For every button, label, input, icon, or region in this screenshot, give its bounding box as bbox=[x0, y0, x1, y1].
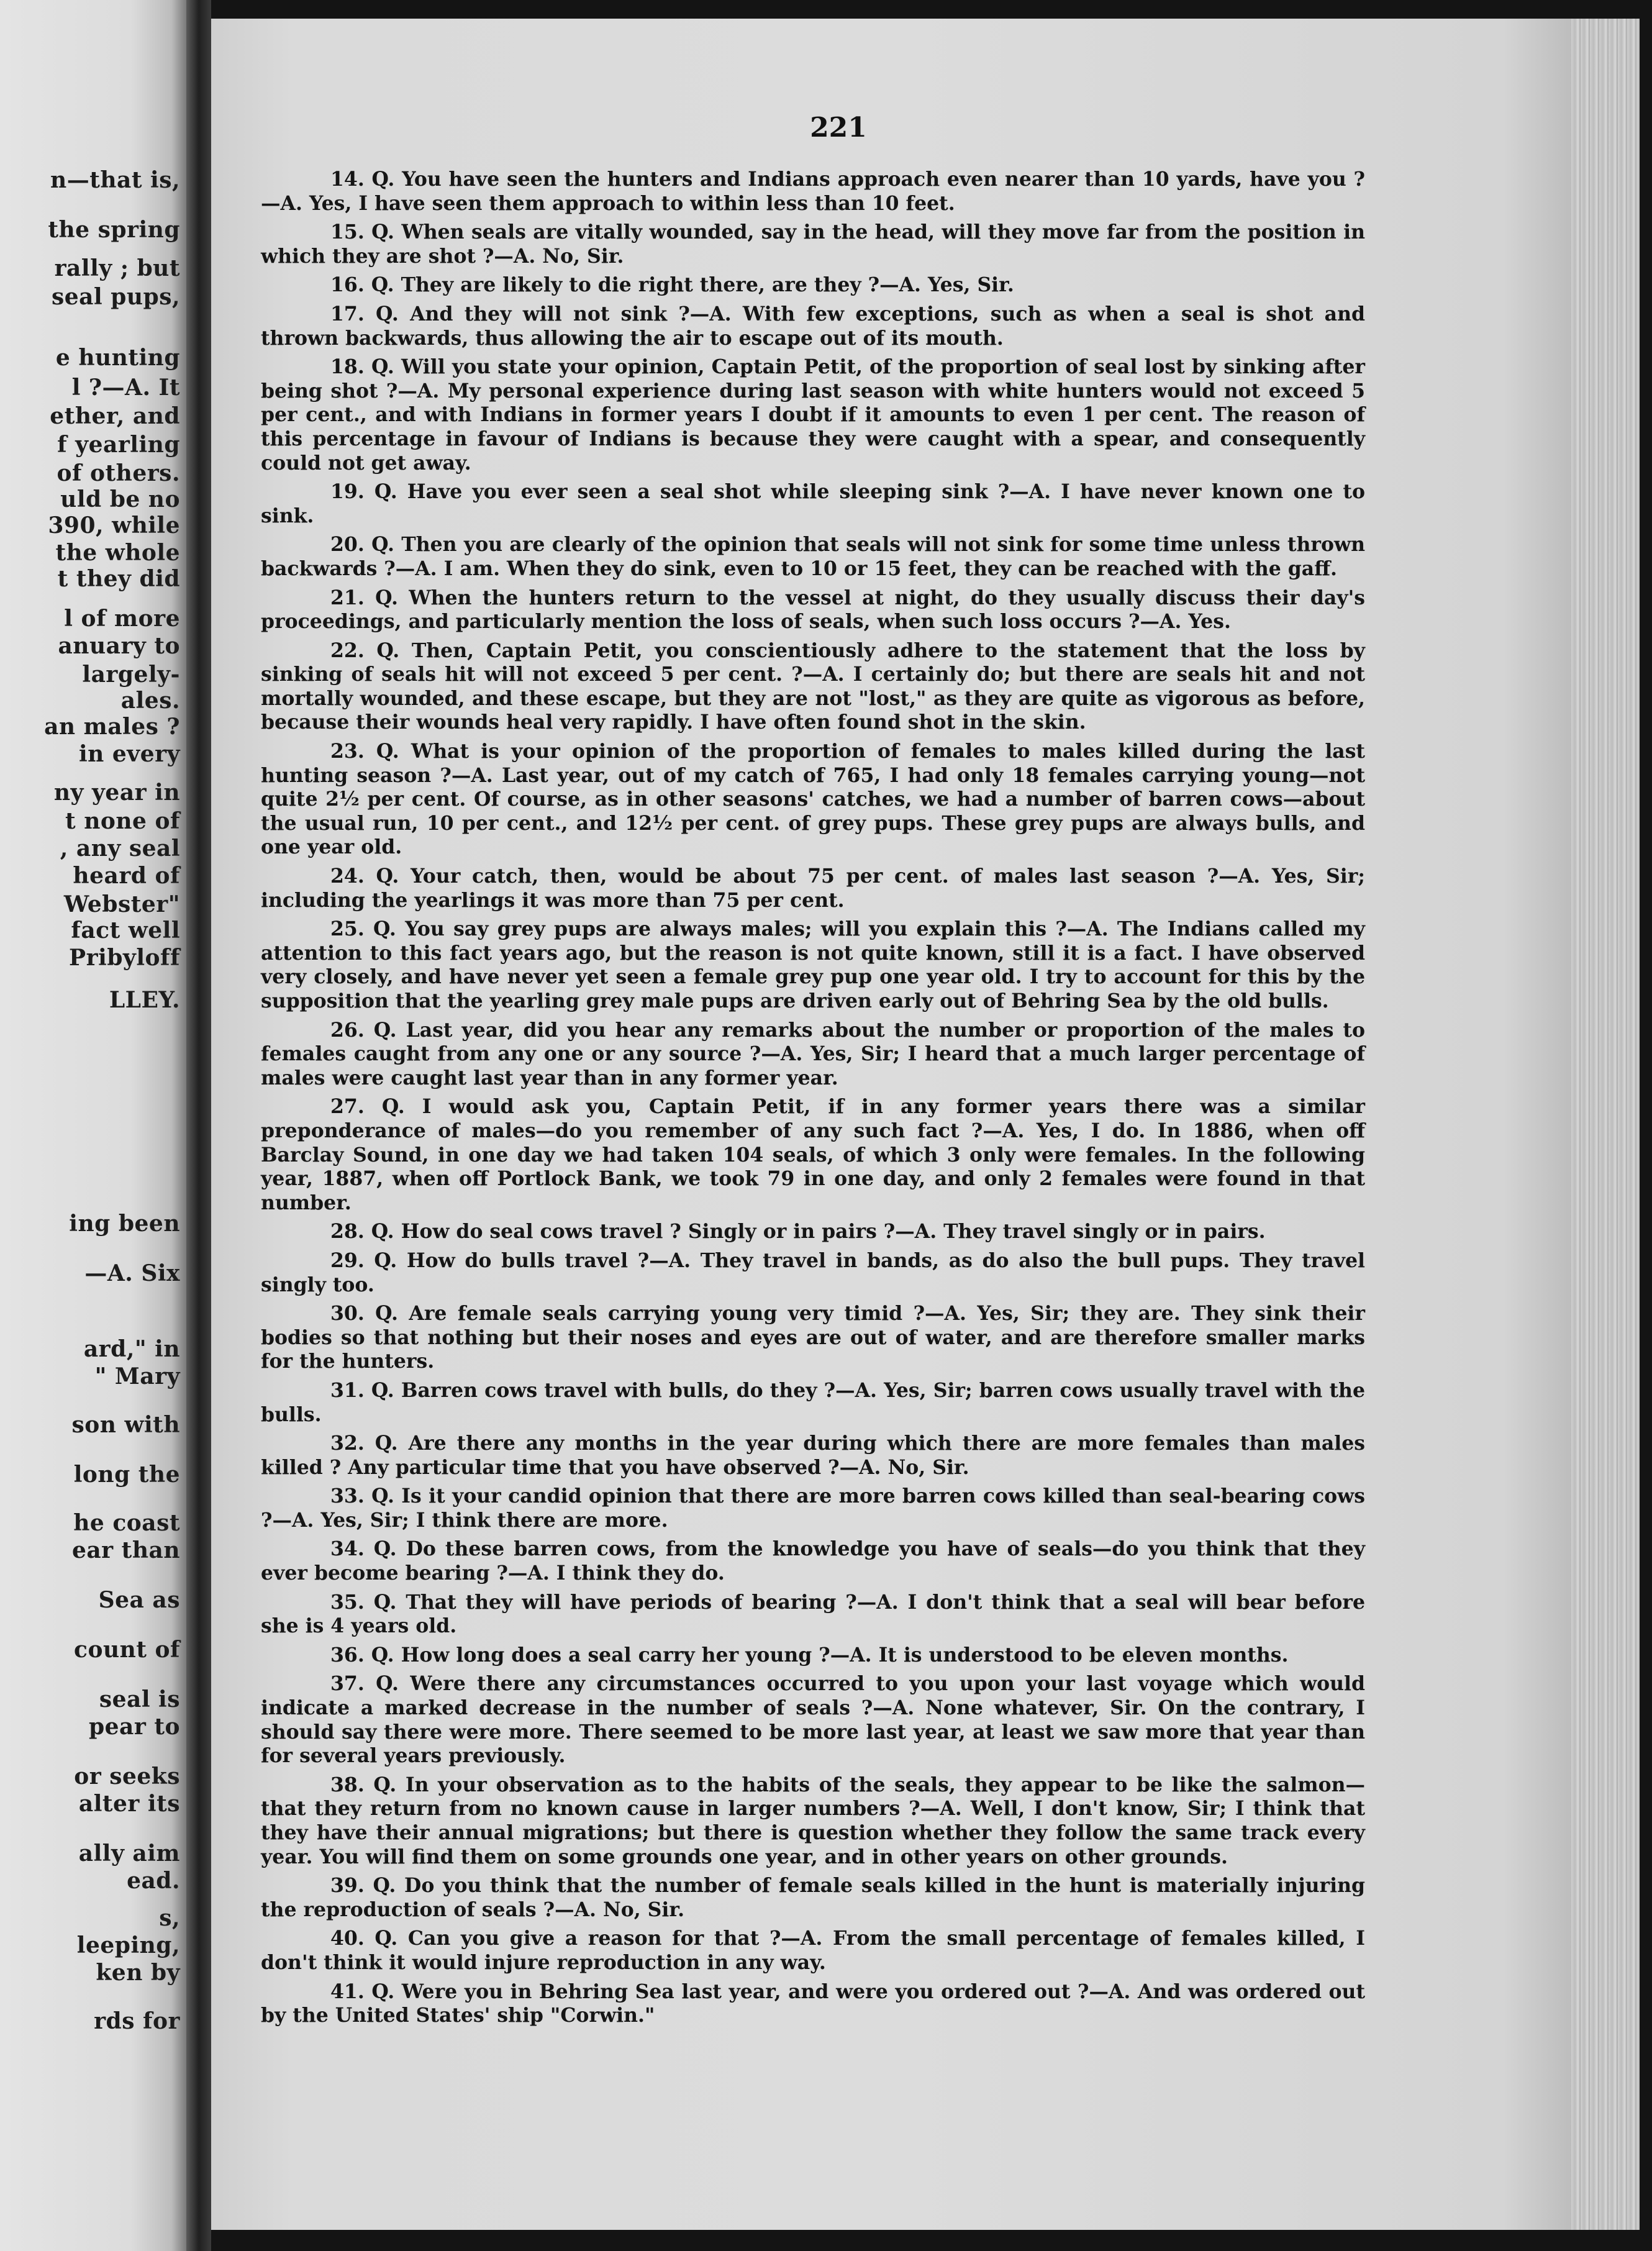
left-page-fragment: e hunting bbox=[55, 345, 180, 371]
qa-paragraph: 35. Q. That they will have periods of bearing ?—A. I don't think that a seal will bear before she is 4 years old. bbox=[261, 1590, 1365, 1638]
left-page-fragment: fact well bbox=[71, 917, 180, 944]
left-page-fragment: pear to bbox=[88, 1714, 180, 1740]
left-page-fragment: son with bbox=[71, 1412, 180, 1438]
left-page-fragment: ken by bbox=[96, 1960, 180, 1986]
left-page-fragment: —A. Six bbox=[84, 1260, 180, 1286]
left-page-fragment: ally aim bbox=[78, 1840, 180, 1867]
left-page-fragment: LLEY. bbox=[109, 987, 180, 1013]
left-page-fragment: ard," in bbox=[83, 1336, 180, 1362]
left-page-fragment: heard of bbox=[73, 863, 180, 889]
left-page-fragment: of others. bbox=[57, 460, 180, 486]
left-page-fragment: the whole bbox=[55, 540, 180, 566]
left-page-fragment: he coast bbox=[73, 1510, 180, 1536]
qa-paragraph: 24. Q. Your catch, then, would be about 75 per cent. of males last season ?—A. Yes, Sir; including the yearlings it was more than 75 per cent. bbox=[261, 865, 1365, 912]
qa-paragraph: 39. Q. Do you think that the number of female seals killed in the hunt is materially injuring the reproduction of seals ?—A. No, Sir. bbox=[261, 1874, 1365, 1921]
left-page-fragment: t none of bbox=[65, 808, 180, 834]
left-page-fragment: Sea as bbox=[98, 1587, 180, 1613]
left-page-fragment: rally ; but bbox=[54, 255, 180, 281]
qa-paragraph: 25. Q. You say grey pups are always males; will you explain this ?—A. The Indians called my attention to this fact years ago, but the reason is not quite known, still it is a fact. I have observed very closely, and have never yet seen a female grey pup one year old. I try to account for this by the supposition that the yearling grey male pups are driven early out of Behring Sea by the old bulls. bbox=[261, 917, 1365, 1012]
qa-paragraph: 40. Q. Can you give a reason for that ?—A. From the small percentage of females killed, I don't think it would injure reproduction in any way. bbox=[261, 1927, 1365, 1974]
left-page-fragment: anuary to bbox=[58, 633, 180, 659]
qa-paragraph: 31. Q. Barren cows travel with bulls, do they ?—A. Yes, Sir; barren cows usually travel with the bulls. bbox=[261, 1378, 1365, 1426]
left-page-fragment: 390, while bbox=[48, 512, 180, 539]
qa-paragraph: 15. Q. When seals are vitally wounded, say in the head, will they move far from the position in which they are shot ?—A. No, Sir. bbox=[261, 221, 1365, 268]
left-page-fragment: n—that is, bbox=[50, 167, 180, 193]
qa-paragraph: 34. Q. Do these barren cows, from the knowledge you have of seals—do you think that they ever become bearing ?—A. I think they do. bbox=[261, 1537, 1365, 1585]
qa-paragraph: 41. Q. Were you in Behring Sea last year, and were you ordered out ?—A. And was ordered out by the United States' ship "Corwin." bbox=[261, 1980, 1365, 2027]
qa-paragraph: 19. Q. Have you ever seen a seal shot while sleeping sink ?—A. I have never known one to sink. bbox=[261, 480, 1365, 527]
left-page-fragment: largely- bbox=[82, 662, 180, 688]
left-page-fragment: l of more bbox=[64, 606, 180, 632]
qa-paragraph: 17. Q. And they will not sink ?—A. With few exceptions, such as when a seal is shot and thrown backwards, thus allowing the air to escape out of its mouth. bbox=[261, 302, 1365, 350]
left-page-fragment: , any seal bbox=[60, 835, 180, 862]
left-page-fragment: ear than bbox=[71, 1537, 180, 1563]
testimony-body bbox=[261, 168, 1365, 2033]
qa-paragraph: 18. Q. Will you state your opinion, Captain Petit, of the proportion of seal lost by sinking after being shot ?—A. My personal experience during last season with white hunters would not exceed 5 per cent., and with Indians in former years I doubt if it amounts to even 1 per cent. The reason of this percentage in favour of Indians is because they were caught with a spear, and consequently could not get away. bbox=[261, 355, 1365, 475]
left-page-fragment: ether, and bbox=[50, 403, 180, 429]
qa-paragraph: 32. Q. Are there any months in the year during which there are more females than males killed ? Any particular time that you have observed ?—A. No, Sir. bbox=[261, 1432, 1365, 1479]
qa-paragraph: 14. Q. You have seen the hunters and Indians approach even nearer than 10 yards, have you ?—A. Yes, I have seen them approach to within less than 10 feet. bbox=[261, 168, 1365, 215]
left-page-fragment: the spring bbox=[48, 217, 180, 243]
left-page-fragment: ales. bbox=[120, 688, 180, 714]
qa-paragraph: 37. Q. Were there any circumstances occurred to you upon your last voyage which would indicate a marked decrease in the number of seals ?—A. None whatever, Sir. On the contrary, I should say there were more. There seemed to be more last year, at least we saw more that year than for several years previously. bbox=[261, 1672, 1365, 1768]
left-page-fragment: in every bbox=[79, 741, 180, 767]
qa-paragraph: 30. Q. Are female seals carrying young very timid ?—A. Yes, Sir; they are. They sink their bodies so that nothing but their noses and eyes are out of water, and are therefore smaller marks for the hunters. bbox=[261, 1302, 1365, 1373]
book-gutter bbox=[186, 0, 211, 2251]
page-edge bbox=[1571, 19, 1640, 2230]
left-page-fragment: ead. bbox=[127, 1868, 180, 1894]
qa-paragraph: 22. Q. Then, Captain Petit, you conscientiously adhere to the statement that the loss by sinking of seals hit will not exceed 5 per cent. ?—A. I certainly do; but there are seals hit and not mortally wounded, and these escape, but they are not "lost," as they are quite as vigorous as before, because their wounds heal very rapidly. I have often found shot in the skin. bbox=[261, 639, 1365, 734]
left-page-fragment: leeping, bbox=[76, 1932, 180, 1958]
left-page-fragment: or seeks bbox=[74, 1763, 180, 1789]
qa-paragraph: 26. Q. Last year, did you hear any remarks about the number or proportion of the males to females caught from any one or any source ?—A. Yes, Sir; I heard that a much larger percentage of males were caught last year than in any former year. bbox=[261, 1018, 1365, 1089]
qa-paragraph: 27. Q. I would ask you, Captain Petit, if in any former years there was a similar preponderance of males—do you remember of any such fact ?—A. Yes, I do. In 1886, when off Barclay Sound, in one day we had taken 104 seals, of which 3 only were females. In the following year, 1887, when off Portlock Bank, we took 79 in one day, and only 2 females were found in that number. bbox=[261, 1095, 1365, 1214]
qa-paragraph: 20. Q. Then you are clearly of the opinion that seals will not sink for some time unless thrown backwards ?—A. I am. When they do sink, even to 10 or 15 feet, they can be reached with the gaff. bbox=[261, 533, 1365, 580]
page-number: 221 bbox=[810, 112, 867, 143]
qa-paragraph: 29. Q. How do bulls travel ?—A. They travel in bands, as do also the bull pups. They travel singly too. bbox=[261, 1248, 1365, 1296]
left-page-fragment: an males ? bbox=[44, 714, 180, 740]
qa-paragraph: 21. Q. When the hunters return to the vessel at night, do they usually discuss their day's proceedings, and particularly mention the loss of seals, when such loss occurs ?—A. Yes. bbox=[261, 586, 1365, 634]
previous-page-strip bbox=[0, 0, 186, 2251]
qa-paragraph: 36. Q. How long does a seal carry her young ?—A. It is understood to be eleven months. bbox=[330, 1643, 1289, 1667]
qa-paragraph: 28. Q. How do seal cows travel ? Singly or in pairs ?—A. They travel singly or in pairs. bbox=[330, 1220, 1266, 1244]
left-page-fragment: " Mary bbox=[94, 1363, 180, 1389]
left-page-fragment: long the bbox=[73, 1462, 180, 1488]
left-page-fragment: seal pups, bbox=[51, 284, 180, 310]
left-page-fragment: seal is bbox=[99, 1686, 180, 1712]
left-page-fragment: ny year in bbox=[53, 780, 180, 806]
qa-paragraph: 38. Q. In your observation as to the habits of the seals, they appear to be like the salmon—that they return from no known cause in larger numbers ?—A. Well, I don't know, Sir; I think that they have their annual migrations; but there is question whether they follow the same track every year. You will find them on some grounds one year, and in other years on other grounds. bbox=[261, 1773, 1365, 1868]
qa-paragraph: 33. Q. Is it your candid opinion that there are more barren cows killed than seal-bearing cows ?—A. Yes, Sir; I think there are more. bbox=[261, 1485, 1365, 1532]
left-page-fragment: ing been bbox=[69, 1211, 180, 1237]
qa-paragraph: 23. Q. What is your opinion of the proportion of females to males killed during the last hunting season ?—A. Last year, out of my catch of 765, I had only 18 females carrying young—not quite 2½ per cent. Of course, as in other seasons' catches, we had a number of barren cows—about the usual run, 10 per cent., and 12½ per cent. of grey pups. These grey pups are always bulls, and one year old. bbox=[261, 740, 1365, 859]
left-page-fragment: Pribyloff bbox=[69, 945, 180, 971]
left-page-fragment: alter its bbox=[78, 1791, 180, 1817]
left-page-fragment: f yearling bbox=[57, 432, 180, 458]
left-page-fragment: count of bbox=[74, 1637, 180, 1663]
left-page-fragment: l ?—A. It bbox=[71, 375, 180, 401]
left-page-fragment: rds for bbox=[94, 2008, 180, 2034]
left-page-fragment: uld be no bbox=[60, 486, 180, 512]
left-page-fragment: s, bbox=[159, 1905, 180, 1931]
left-page-fragment: t they did bbox=[57, 566, 180, 592]
left-page-fragment: Webster" bbox=[63, 891, 180, 917]
qa-paragraph: 16. Q. They are likely to die right there, are they ?—A. Yes, Sir. bbox=[330, 273, 1014, 297]
